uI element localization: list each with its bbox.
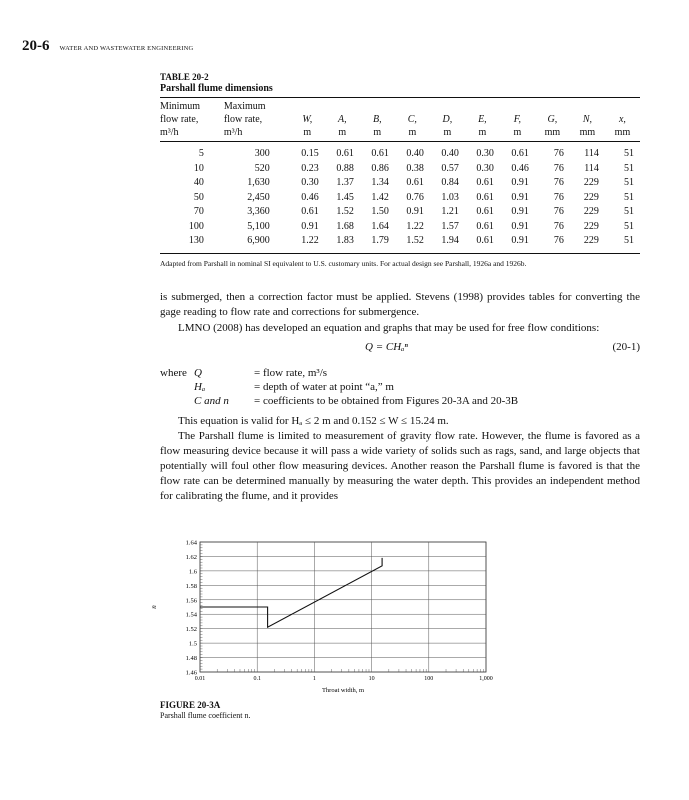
table-source-note: Adapted from Parshall in nominal SI equivalent to U.S. customary units. For actual design see Parshall, 1926a and 1926b. xyxy=(160,258,527,268)
definition-row xyxy=(160,380,518,394)
table-label: TABLE 20-2 xyxy=(160,72,209,82)
page-number: 20-6 xyxy=(22,38,50,54)
table-cell: 76 xyxy=(553,148,564,159)
table-cell: 0.61 xyxy=(476,220,494,232)
x-tick-label: 1 xyxy=(312,676,316,682)
table-cell: 76 xyxy=(553,177,564,188)
page-header xyxy=(22,38,193,55)
table-cell: 0.91 xyxy=(406,206,424,217)
running-head: WATER AND WASTEWATER ENGINEERING xyxy=(59,45,194,52)
table-cell: 0.61 xyxy=(476,191,494,203)
x-axis-label: Throat width, m xyxy=(321,687,365,694)
table-header-row xyxy=(160,98,640,142)
column-header-unit: m xyxy=(408,127,417,138)
column-header-line1 xyxy=(430,100,465,113)
table-cell: 1.64 xyxy=(371,220,389,232)
table-cell: 100 xyxy=(188,220,204,232)
table-column-header xyxy=(605,98,640,142)
table-cell: 0.57 xyxy=(441,162,459,174)
column-header-line2: D, xyxy=(442,114,453,125)
table-row xyxy=(160,142,640,162)
table-cell: 0.30 xyxy=(476,148,494,159)
table-cell: 1.79 xyxy=(371,235,389,246)
table-row xyxy=(160,205,640,220)
table-cell: 1.57 xyxy=(441,220,459,232)
table-body xyxy=(160,142,640,253)
column-header-line1: Maximum xyxy=(223,101,266,112)
figure-title: Parshall flume coefficient n. xyxy=(160,711,251,720)
table-cell: 0.76 xyxy=(406,191,424,203)
table-column-header xyxy=(500,98,535,142)
paragraph-1: is submerged, then a correction factor must be applied. Stevens (1998) provides tables for converting the gage reading to flow rate and corrections for submergence. xyxy=(160,291,640,318)
table-column-header xyxy=(570,98,605,142)
table-column-header xyxy=(465,98,500,142)
table-cell: 520 xyxy=(254,162,270,174)
figure-label: FIGURE 20-3A xyxy=(160,700,221,710)
table-cell: 130 xyxy=(188,235,204,246)
figure-caption xyxy=(160,700,251,720)
table-cell: 50 xyxy=(193,191,204,203)
y-tick-label: 1.62 xyxy=(185,553,197,561)
y-tick-label: 1.54 xyxy=(185,611,197,619)
table-column-header xyxy=(535,98,570,142)
table-cell: 51 xyxy=(624,206,634,217)
column-header-line1 xyxy=(535,100,570,113)
body-text xyxy=(160,290,640,504)
column-header-line2: A, xyxy=(338,114,347,125)
y-tick-label: 1.58 xyxy=(185,582,197,590)
column-header-unit: m³/h xyxy=(160,127,179,138)
table-cell: 1.50 xyxy=(371,206,389,217)
table-cell: 0.61 xyxy=(336,148,354,159)
where-word: where xyxy=(160,367,187,379)
column-header-unit: mm xyxy=(579,127,596,138)
table-cell: 5 xyxy=(198,148,204,159)
table-cell: 229 xyxy=(583,206,599,217)
table-cell: 229 xyxy=(583,177,599,188)
table-cell: 0.61 xyxy=(301,206,319,217)
column-header-unit: m xyxy=(513,127,522,138)
table-cell: 0.91 xyxy=(511,177,529,188)
table-cell: 51 xyxy=(624,177,634,188)
table-cell: 1.52 xyxy=(336,206,354,217)
column-header-unit: m xyxy=(373,127,382,138)
table-cell: 1.21 xyxy=(441,206,459,217)
table-title: Parshall flume dimensions xyxy=(160,83,273,94)
table-cell: 40 xyxy=(193,177,204,188)
table-cell: 1.37 xyxy=(336,177,354,188)
table-cell: 0.46 xyxy=(511,162,529,174)
equation-number: (20-1) xyxy=(612,341,640,353)
column-header-line2: W, xyxy=(302,114,313,125)
column-header-line1 xyxy=(395,100,430,113)
column-header-line1 xyxy=(360,100,395,113)
x-tick-label: 1,000 xyxy=(479,676,493,682)
column-header-line2: G, xyxy=(547,114,558,125)
table-cell: 1.34 xyxy=(371,177,389,188)
column-header-line2: x, xyxy=(618,114,626,125)
table-cell: 70 xyxy=(193,206,204,217)
table-row xyxy=(160,191,640,206)
table-row xyxy=(160,234,640,253)
definition-row xyxy=(160,394,518,408)
definition-row xyxy=(160,366,518,380)
definition-text: = flow rate, m³/s xyxy=(254,367,328,379)
table-cell: 0.61 xyxy=(406,177,424,188)
table-cell: 300 xyxy=(254,148,270,159)
table-cell: 51 xyxy=(624,162,634,174)
table-column-header xyxy=(395,98,430,142)
table-column-header xyxy=(160,98,224,142)
column-header-line1: Minimum xyxy=(160,101,201,112)
table-cell: 0.23 xyxy=(301,162,319,174)
column-header-unit: m xyxy=(338,127,347,138)
definition-symbol: C and n xyxy=(194,395,229,407)
table-column-header xyxy=(430,98,465,142)
where-definitions xyxy=(160,366,518,408)
table-cell: 76 xyxy=(553,235,564,246)
table-cell: 1,630 xyxy=(247,177,270,188)
table-column-header xyxy=(224,98,290,142)
table-cell: 114 xyxy=(584,148,599,159)
paragraph-3: This equation is valid for Hₐ ≤ 2 m and 0.152 ≤ W ≤ 15.24 m. xyxy=(178,415,449,427)
y-axis-label: n xyxy=(150,605,158,609)
table-cell: 1.45 xyxy=(336,191,354,203)
column-header-unit: m xyxy=(303,127,312,138)
column-header-unit: mm xyxy=(544,127,561,138)
table-cell: 0.30 xyxy=(301,177,319,188)
table-cell: 0.84 xyxy=(441,177,459,188)
table-cell: 51 xyxy=(624,235,634,246)
table-cell: 0.91 xyxy=(511,220,529,232)
column-header-line1 xyxy=(605,100,640,113)
table-block xyxy=(160,72,640,268)
table-row xyxy=(160,162,640,177)
table-cell: 5,100 xyxy=(247,220,270,232)
table-cell: 0.61 xyxy=(476,177,494,188)
paragraph-2: LMNO (2008) has developed an equation and graphs that may be used for free flow conditions: xyxy=(178,322,600,334)
table-cell: 0.91 xyxy=(511,206,529,217)
table-cell: 76 xyxy=(553,191,564,203)
table-cell: 1.83 xyxy=(336,235,354,246)
y-tick-label: 1.52 xyxy=(185,626,197,634)
column-header-line1 xyxy=(500,100,535,113)
column-header-line1 xyxy=(465,100,500,113)
y-tick-label: 1.46 xyxy=(185,669,197,677)
table-cell: 0.88 xyxy=(336,162,354,174)
column-header-line1 xyxy=(570,100,605,113)
column-header-unit: m xyxy=(443,127,452,138)
column-header-unit: mm xyxy=(614,127,631,138)
table-cell: 10 xyxy=(193,162,204,174)
y-tick-label: 1.64 xyxy=(185,539,197,547)
table-cell: 0.15 xyxy=(301,148,319,159)
definition-text: = depth of water at point “a,” m xyxy=(254,381,394,393)
table-column-header xyxy=(325,98,360,142)
table-column-header xyxy=(360,98,395,142)
table-cell: 0.86 xyxy=(371,162,389,174)
table-cell: 1.68 xyxy=(336,220,354,232)
table-cell: 0.91 xyxy=(511,191,529,203)
table-cell: 0.61 xyxy=(476,235,494,246)
table-cell: 1.94 xyxy=(441,235,459,246)
y-tick-label: 1.48 xyxy=(185,655,197,663)
column-header-line2: F, xyxy=(513,114,522,125)
column-header-line1 xyxy=(325,100,360,113)
y-tick-label: 1.56 xyxy=(185,597,197,605)
y-tick-label: 1.6 xyxy=(188,568,197,576)
paragraph-4: The Parshall flume is limited to measurement of gravity flow rate. However, the flume is favored as a flow measuring device because it will pass a wide variety of solids such as rags, sand, and large objects that potentially will foul other flow measuring devices. Another reason the Parshall flume is favored is that the flow rate can be determined manually by measuring the water depth. This provides an independent method for calibrating the flume, and it provides xyxy=(160,430,640,502)
table-cell: 0.30 xyxy=(476,162,494,174)
table-cell: 76 xyxy=(553,220,564,232)
table-cell: 0.91 xyxy=(511,235,529,246)
definition-symbol: Hₐ xyxy=(194,381,206,393)
x-tick-label: 100 xyxy=(424,676,434,682)
table-cell: 229 xyxy=(583,191,599,203)
table-cell: 0.38 xyxy=(406,162,424,174)
y-tick-label: 1.5 xyxy=(188,640,197,648)
table-cell: 1.22 xyxy=(406,220,424,232)
table-cell: 51 xyxy=(624,148,634,159)
definition-text: = coefficients to be obtained from Figures 20-3A and 20-3B xyxy=(254,395,519,407)
table-column-header xyxy=(290,98,325,142)
table-cell: 1.42 xyxy=(371,191,389,203)
table-cell: 51 xyxy=(624,220,634,232)
table-row xyxy=(160,220,640,235)
table-row xyxy=(160,176,640,191)
table-bottom-rule xyxy=(160,253,640,254)
table-cell: 0.61 xyxy=(476,206,494,217)
column-header-unit: m xyxy=(478,127,487,138)
table-cell: 0.61 xyxy=(371,148,389,159)
x-tick-label: 0.01 xyxy=(194,676,206,682)
table-cell: 6,900 xyxy=(247,235,270,246)
table-cell: 0.40 xyxy=(406,148,424,159)
column-header-line2: B, xyxy=(373,114,382,125)
table-cell: 0.40 xyxy=(441,148,459,159)
coefficient-n-chart xyxy=(150,535,500,695)
table-cell: 1.22 xyxy=(301,235,319,246)
table-cell: 0.91 xyxy=(301,220,319,232)
x-tick-label: 10 xyxy=(368,676,375,682)
table-cell: 51 xyxy=(624,191,634,203)
table-cell: 229 xyxy=(583,235,599,246)
x-tick-label: 0.1 xyxy=(253,676,261,682)
equation-line xyxy=(160,340,640,358)
table-cell: 76 xyxy=(553,162,564,174)
table-cell: 0.46 xyxy=(301,191,319,203)
column-header-line2: flow rate, xyxy=(223,114,263,125)
dimensions-table xyxy=(160,98,640,253)
column-header-line2: flow rate, xyxy=(160,114,199,125)
table-cell: 1.03 xyxy=(441,191,459,203)
table-cell: 2,450 xyxy=(247,191,270,203)
column-header-unit: m³/h xyxy=(223,127,243,138)
table-cell: 114 xyxy=(584,162,599,174)
table-cell: 1.52 xyxy=(406,235,424,246)
table-cell: 229 xyxy=(583,220,599,232)
column-header-line2: C, xyxy=(407,114,417,125)
column-header-line2: N, xyxy=(582,114,592,125)
equation: Q = CHₐⁿ xyxy=(365,341,408,353)
definition-symbol: Q xyxy=(194,367,202,379)
table-cell: 3,360 xyxy=(247,206,270,217)
column-header-line1 xyxy=(290,100,325,113)
series-line-n xyxy=(200,558,382,627)
table-cell: 0.61 xyxy=(511,148,529,159)
table-cell: 76 xyxy=(553,206,564,217)
column-header-line2: E, xyxy=(478,114,487,125)
